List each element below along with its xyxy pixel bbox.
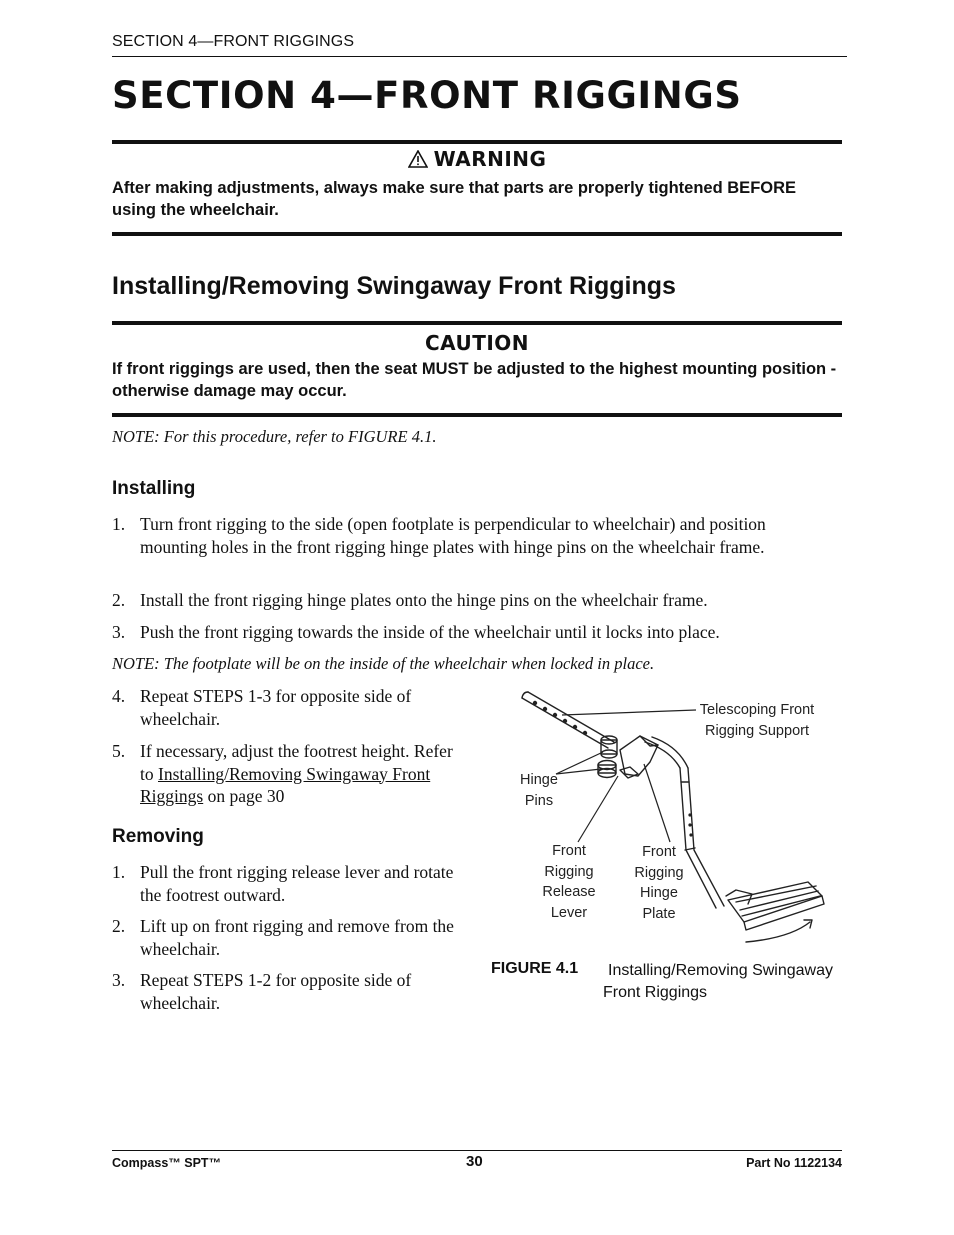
list-item: 1. Turn front rigging to the side (open footplate is perpendicular to wheelchair) and position mounting holes in the front rigging hinge plates with hinge pins on the wheelchair frame. <box>112 514 766 557</box>
list-item: 1. Pull the front rigging release lever and rotate the footrest outward. <box>112 862 454 905</box>
list-item: 2. Install the front rigging hinge plates onto the hinge pins on the wheelchair frame. <box>112 590 708 610</box>
page-number: 30 <box>466 1153 483 1170</box>
caution-bottom-rule <box>112 413 842 417</box>
warning-title: WARNING <box>433 147 547 171</box>
figure-caption-text: Installing/Removing Swingaway Front Riggings <box>603 962 833 1001</box>
label-release-lever: Front Rigging Release Lever <box>542 843 596 921</box>
figure-caption-number: FIGURE 4.1 <box>491 960 579 977</box>
list-item: 2. Lift up on front rigging and remove from the wheelchair. <box>112 916 454 959</box>
caution-text: If front riggings are used, then the seat MUST be adjusted to the highest mounting position - otherwise damage may occur. <box>112 360 837 400</box>
label-telescoping-support: Telescoping Front Rigging Support <box>699 702 815 739</box>
section-heading: Installing/Removing Swingaway Front Riggings <box>112 272 676 300</box>
running-header: SECTION 4—FRONT RIGGINGS <box>112 33 355 50</box>
section-title: SECTION 4—FRONT RIGGINGS <box>112 74 742 117</box>
list-item: 3. Push the front rigging towards the inside of the wheelchair until it locks into place. <box>112 622 720 642</box>
warning-text: After making adjustments, always make sure that parts are properly tightened BEFORE using the wheelchair. <box>112 179 797 219</box>
warning-heading <box>112 147 842 173</box>
warning-top-rule <box>112 140 842 144</box>
list-item: 4. Repeat STEPS 1-3 for opposite side of wheelchair. <box>112 686 412 729</box>
label-hinge-plate: Front Rigging Hinge Plate <box>634 844 684 922</box>
header-rule <box>112 56 847 57</box>
footer-part-number: Part No 1122134 <box>746 1156 842 1170</box>
warning-triangle-icon <box>408 149 428 173</box>
label-hinge-pins: Hinge Pins <box>520 772 558 809</box>
caution-top-rule <box>112 321 842 325</box>
list-item: 5. If necessary, adjust the footrest height. Refer to Installing/Removing Swingaway Front Riggings on page 30 <box>112 741 453 806</box>
procedure-note: NOTE: For this procedure, refer to FIGURE 4.1. <box>112 427 437 446</box>
removing-heading: Removing <box>112 826 204 847</box>
list-item: 3. Repeat STEPS 1-2 for opposite side of wheelchair. <box>112 970 412 1013</box>
footer-product: Compass™ SPT™ <box>112 1156 222 1170</box>
caution-heading: CAUTION <box>424 331 530 355</box>
cross-reference-link[interactable]: Installing/Removing Swingaway Front Riggings <box>140 763 431 806</box>
installing-heading: Installing <box>112 478 196 499</box>
footer-rule <box>112 1150 842 1151</box>
warning-bottom-rule <box>112 232 842 236</box>
footplate-note: NOTE: The footplate will be on the inside of the wheelchair when locked in place. <box>112 654 655 673</box>
